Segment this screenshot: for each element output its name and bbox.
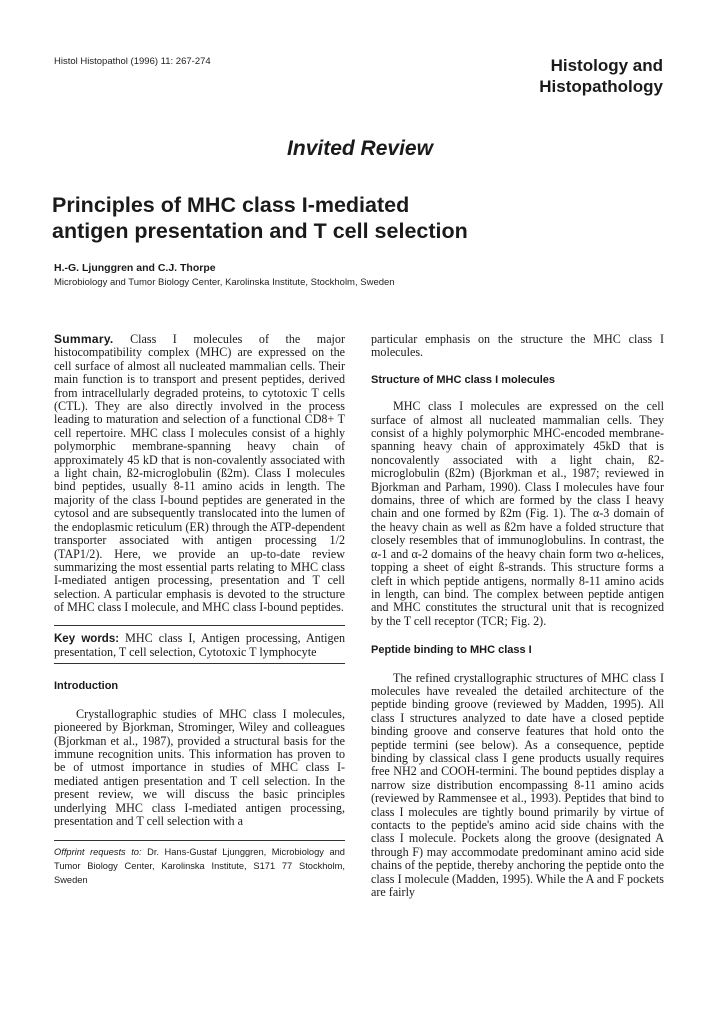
offprint-divider [54,840,345,841]
article-type: Invited Review [287,137,433,160]
keywords-divider-top [54,625,345,626]
authors: H.-G. Ljunggren and C.J. Thorpe [54,262,216,274]
section-peptide-heading: Peptide binding to MHC class I [371,644,532,657]
article-title [52,192,652,244]
journal-citation: Histol Histopathol (1996) 11: 267-274 [54,56,211,67]
section-structure-heading: Structure of MHC class I molecules [371,373,555,386]
keywords-paragraph [54,632,345,660]
keywords-divider-bottom [54,663,345,664]
article-title-line1: Principles of MHC class I-mediated [52,193,410,217]
keywords-label: Key words: [54,632,120,645]
right-column [371,333,664,899]
continuation-text: particular emphasis on the structure the MHC class I molecules. [371,332,664,360]
introduction-text: Crystallographic studies of MHC class I molecules, pioneered by Bjorkman, Strominger, Wiley and colleagues (Bjorkman et al., 1987), provided a structural basis for the immune recognition units. This information has proven to be of utmost importance in studies of MHC class I-mediated antigen presentation and T cell selection. In the present review, we will discuss the basic principles underlying MHC class I-mediated antigen processing, presentation and T cell selection with a [54,706,345,828]
journal-name-line2: Histopathology [539,77,663,96]
summary-paragraph [54,333,345,615]
journal-name-line1: Histology and [550,56,663,75]
keywords-text: MHC class I, Antigen processing, Antigen presentation, T cell selection, Cytotoxic T lymphocyte [54,630,345,659]
summary-text: Class I molecules of the major histocompatibility complex (MHC) are expressed on the cell surface of almost all nucleated mammalian cells. Their main function is to transport and present peptides, derived from intracellularly degraded proteins, to cytotoxic T cells (CTL). They are also directly involved in the process leading to maturation and selection of a functional CD8+ T cell repertoire. MHC class I molecules consist of a highly polymorphic membrane-spanning heavy chain of approximately 45 kD that is non-covalently associated with a light chain, ß2-microglobulin (ß2m). Class I molecules bind peptides, usually 8-11 amino acids in length. The majority of the class I-bound peptides are generated in the cytosol and are subsequently translocated into the lumen of the endoplasmic reticulum (ER) through the ATP-dependent transporter associated with antigen processing 1/2 (TAP1/2). Here, we provide an up-to-date review summarizing the most essential parts relating to MHC class I-mediated antigen processing, presentation and T cell selection. A particular emphasis is devoted to the structure of MHC class I molecule, and MHC class I-bound peptides. [54,332,345,615]
offprint-label: Offprint requests to: [54,847,142,858]
offprint-note [54,845,345,887]
offprint-text: Dr. Hans-Gustaf Ljunggren, Microbiology and Tumor Biology Center, Karolinska Institute, S171 77 Stockholm, Sweden [54,847,345,886]
summary-label: Summary. [54,332,114,346]
section-structure-text: MHC class I molecules are expressed on the cell surface of almost all nucleated mammalian cells. They consist of a highly polymorphic MHC-encoded membrane-spanning heavy chain of approximately 45kD that is noncovalently associated with a light chain, ß2-microglobulin (ß2m) (Bjorkman et al., 1987; reviewed in Bjorkman and Parham, 1990). Class I molecules have four domains, three of which are formed by the class I heavy chain and one formed by ß2m (Fig. 1). The α-3 domain of the heavy chain as well as ß2m have a folded structure that closely resembles that of immunoglobulins. In contrast, the α-1 and α-2 domains of the heavy chain form two α-helices, topping a sheet of eight ß-strands. This structure forms a cleft in which peptide antigens, normally 8-11 amino acids in length, can bind. The complex between peptide antigen and MHC constitutes the structural unit that is recognized by the T cell receptor (TCR; Fig. 2). [371,399,664,628]
introduction-heading: Introduction [54,680,119,693]
journal-name [539,55,663,97]
article-title-line2: antigen presentation and T cell selection [52,219,468,243]
affiliation: Microbiology and Tumor Biology Center, Karolinska Institute, Stockholm, Sweden [54,277,395,288]
section-peptide-text: The refined crystallographic structures of MHC class I molecules have revealed the detailed architecture of the peptide binding groove (reviewed by Madden, 1995). All class I structures analyzed to date have a closed peptide binding groove and conserve features that hold onto the peptide termini (see below). As a consequence, peptide binding by classical class I gene products usually requires free NH2 and COOH-termini. The bound peptides display a narrow size distribution encompassing 8-11 amino acids (reviewed by Rammensee et al., 1993). Peptides that bind to class I molecules are tightly bound primarily by virtue of contacts to the peptide's amino acid side chains with the class I molecule. Pockets along the groove (designated A through F) may accommodate predominant amino acid side chains of the peptide, thereby anchoring the peptide onto the class I molecule (Madden, 1995). While the A and F pockets are fairly [371,670,664,900]
left-column [54,333,345,887]
